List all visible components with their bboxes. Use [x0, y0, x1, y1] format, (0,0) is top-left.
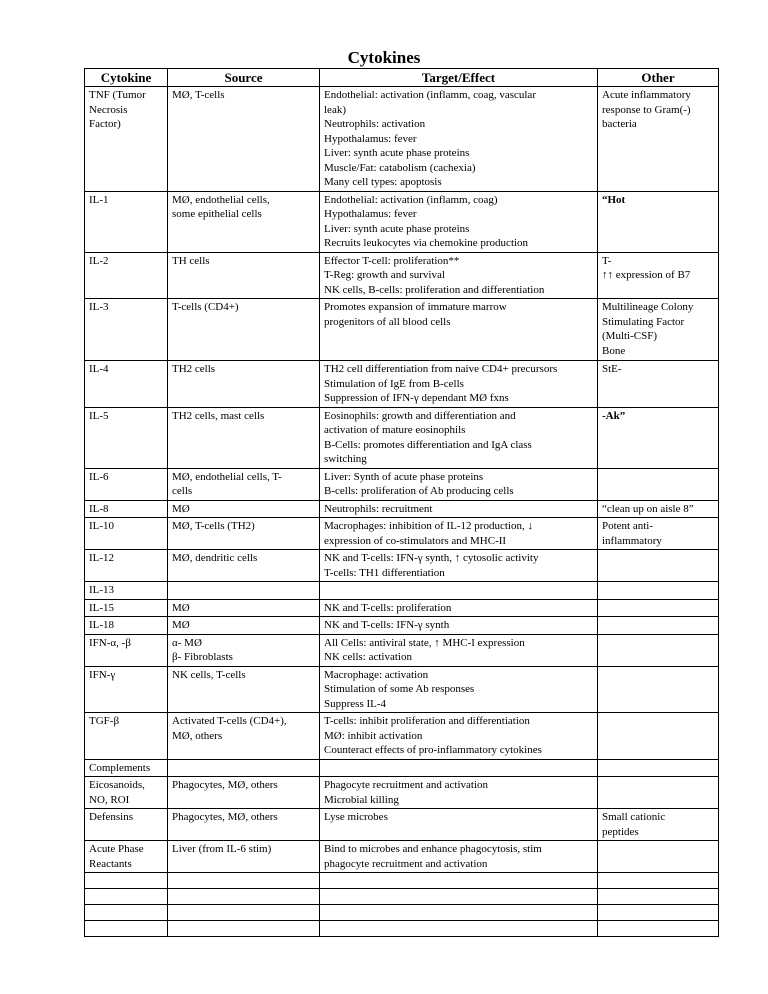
cell-line: Suppression of IFN-γ dependant MØ fxns — [324, 392, 509, 404]
empty-cell — [85, 921, 168, 937]
other-cell — [598, 550, 719, 582]
table-row — [85, 582, 719, 600]
effect-cell — [320, 634, 598, 666]
source-cell — [168, 809, 320, 841]
cell-line: Recruits leukocytes via chemokine production — [324, 237, 529, 249]
effect-cell — [320, 407, 598, 468]
cell-line: Phagocyte recruitment and activation — [324, 779, 489, 791]
cell-line: IL-18 — [89, 619, 115, 631]
cell-line: IL-15 — [89, 601, 115, 614]
source-cell — [168, 361, 320, 408]
empty-cell — [168, 921, 320, 937]
cytokine-cell — [85, 809, 168, 841]
cell-line: Reactants — [89, 857, 132, 870]
table-row — [85, 713, 719, 760]
cell-line: Liver: Synth of acute phase proteins — [324, 470, 484, 483]
empty-cell — [320, 921, 598, 937]
other-cell — [598, 759, 719, 777]
other-cell — [598, 666, 719, 713]
cell-line: T- — [602, 254, 612, 267]
table-row — [85, 634, 719, 666]
cell-line: Suppress IL-4 — [324, 697, 387, 710]
cell-line: IL-8 — [89, 502, 109, 515]
cell-line: B-Cells: promotes differentiation and IgA class — [324, 438, 532, 451]
cell-line: MØ — [172, 502, 190, 515]
effect-cell — [320, 87, 598, 192]
empty-cell — [85, 905, 168, 921]
effect-cell — [320, 582, 598, 600]
effect-cell — [320, 599, 598, 617]
cell-line: Necrosis — [89, 103, 128, 116]
other-cell — [598, 252, 719, 299]
cell-line: activation of mature eosinophils — [324, 424, 466, 436]
cytokine-cell — [85, 500, 168, 518]
cytokine-cell — [85, 550, 168, 582]
cell-line: Stimulating Factor — [602, 315, 685, 328]
other-cell — [598, 87, 719, 192]
cell-line: IFN-α, -β — [89, 636, 131, 649]
effect-cell — [320, 468, 598, 500]
header-source: Source — [168, 69, 320, 87]
cell-line: NK cells, B-cells: proliferation and differentiation — [324, 283, 545, 296]
cell-line: T-Reg: growth and survival — [324, 269, 445, 281]
cell-line: IL-12 — [89, 552, 115, 564]
source-cell — [168, 407, 320, 468]
cell-line: Multilineage Colony — [602, 301, 694, 313]
cell-line: IL-6 — [89, 470, 109, 483]
cell-line: some epithelial cells — [172, 208, 262, 220]
other-cell — [598, 582, 719, 600]
cytokine-cell — [85, 361, 168, 408]
cell-line: Eicosanoids, — [89, 779, 145, 791]
effect-cell — [320, 713, 598, 760]
cell-line: inflammatory — [602, 534, 662, 547]
cell-line: Neutrophils: activation — [324, 118, 426, 130]
effect-cell — [320, 759, 598, 777]
cell-line: Phagocytes, MØ, others — [172, 779, 278, 791]
table-row — [85, 299, 719, 361]
cell-line: NK and T-cells: proliferation — [324, 601, 452, 614]
cell-line: cells — [172, 485, 193, 497]
cell-line: MØ, endothelial cells, — [172, 193, 270, 206]
cell-line: MØ — [172, 601, 190, 614]
cell-line: NK and T-cells: IFN-γ synth, ↑ cytosolic activity — [324, 552, 539, 564]
cell-line: Promotes expansion of immature marrow — [324, 301, 507, 313]
header-cytokine: Cytokine — [85, 69, 168, 87]
cell-line: Liver: synth acute phase proteins — [324, 147, 470, 159]
table-row — [85, 777, 719, 809]
cell-line: α- MØ — [172, 636, 202, 649]
cytokine-table — [84, 68, 719, 937]
other-cell — [598, 518, 719, 550]
other-cell — [598, 617, 719, 635]
cell-line: Stimulation of some Ab responses — [324, 683, 475, 695]
source-cell — [168, 500, 320, 518]
cell-line: Many cell types: apoptosis — [324, 176, 442, 188]
source-cell — [168, 468, 320, 500]
effect-cell — [320, 191, 598, 252]
page-title: Cytokines — [347, 48, 421, 67]
cell-line: leak) — [324, 103, 346, 116]
cytokine-cell — [85, 599, 168, 617]
cell-line: Acute Phase — [89, 843, 144, 855]
cell-line: Hypothalamus: fever — [324, 208, 417, 220]
empty-cell — [598, 921, 719, 937]
cell-line: T-cells: TH1 differentiation — [324, 566, 445, 579]
cell-line: IL-2 — [89, 254, 109, 267]
table-body — [85, 87, 719, 937]
empty-row — [85, 873, 719, 889]
table-row — [85, 407, 719, 468]
source-cell — [168, 599, 320, 617]
source-cell — [168, 666, 320, 713]
cell-line: “Hot — [602, 193, 626, 206]
cell-line: NO, ROI — [89, 793, 130, 806]
cytokine-cell — [85, 407, 168, 468]
cell-line: IL-13 — [89, 584, 115, 596]
table-row — [85, 87, 719, 192]
cell-line: Lyse microbes — [324, 811, 388, 823]
cell-line: (Multi-CSF) — [602, 330, 658, 342]
cell-line: TNF (Tumor — [89, 89, 146, 101]
cell-line: Eosinophils: growth and differentiation and — [324, 409, 516, 422]
other-cell — [598, 407, 719, 468]
cell-line: switching — [324, 453, 367, 465]
other-cell — [598, 809, 719, 841]
empty-cell — [598, 905, 719, 921]
other-cell — [598, 361, 719, 408]
table-row — [85, 550, 719, 582]
cell-line: MØ, dendritic cells — [172, 552, 258, 564]
cytokine-cell — [85, 841, 168, 873]
empty-cell — [320, 905, 598, 921]
table-row — [85, 841, 719, 873]
table-row — [85, 617, 719, 635]
cell-line: NK cells: activation — [324, 651, 412, 663]
empty-cell — [598, 889, 719, 905]
cell-line: β- Fibroblasts — [172, 651, 233, 663]
table-row — [85, 191, 719, 252]
empty-cell — [320, 889, 598, 905]
effect-cell — [320, 777, 598, 809]
cell-line: peptides — [602, 825, 639, 838]
cell-line: IL-1 — [89, 193, 109, 206]
cell-line: IL-3 — [89, 301, 109, 313]
table-row — [85, 361, 719, 408]
cell-line: IFN-γ — [89, 668, 116, 681]
source-cell — [168, 617, 320, 635]
other-cell — [598, 634, 719, 666]
cell-line: Liver (from IL-6 stim) — [172, 843, 272, 855]
cell-line: Counteract effects of pro-inflammatory cytokines — [324, 744, 542, 756]
effect-cell — [320, 299, 598, 361]
cell-line: T-cells (CD4+) — [172, 301, 239, 313]
cell-line: -Ak” — [602, 409, 626, 422]
source-cell — [168, 759, 320, 777]
empty-cell — [85, 889, 168, 905]
other-cell — [598, 713, 719, 760]
cell-line: TH cells — [172, 254, 210, 267]
effect-cell — [320, 666, 598, 713]
cell-line: “clean up on aisle 8” — [602, 502, 694, 515]
empty-cell — [168, 873, 320, 889]
cell-line: Acute inflammatory — [602, 89, 691, 101]
cell-line: Defensins — [89, 811, 133, 823]
other-cell — [598, 841, 719, 873]
cell-line: Bone — [602, 344, 626, 357]
cell-line: MØ: inhibit activation — [324, 729, 423, 742]
cell-line: TH2 cells — [172, 363, 216, 375]
cytokine-cell — [85, 468, 168, 500]
cell-line: IL-5 — [89, 409, 109, 422]
effect-cell — [320, 518, 598, 550]
other-cell — [598, 191, 719, 252]
cytokine-cell — [85, 666, 168, 713]
empty-cell — [598, 873, 719, 889]
table-row — [85, 809, 719, 841]
effect-cell — [320, 500, 598, 518]
cell-line: Microbial killing — [324, 793, 399, 806]
source-cell — [168, 518, 320, 550]
cell-line: Macrophage: activation — [324, 668, 429, 681]
empty-cell — [168, 889, 320, 905]
cell-line: TH2 cell differentiation from naive CD4+ precursors — [324, 363, 558, 375]
cell-line: progenitors of all blood cells — [324, 315, 451, 328]
cell-line: Complements — [89, 761, 151, 774]
table-row — [85, 252, 719, 299]
effect-cell — [320, 841, 598, 873]
cytokine-cell — [85, 617, 168, 635]
empty-cell — [85, 873, 168, 889]
table-row — [85, 468, 719, 500]
effect-cell — [320, 550, 598, 582]
cell-line: Endothelial: activation (inflamm, coag) — [324, 193, 498, 206]
source-cell — [168, 841, 320, 873]
cell-line: Hypothalamus: fever — [324, 132, 417, 145]
cell-line: MØ, others — [172, 729, 223, 742]
table-row — [85, 759, 719, 777]
other-cell — [598, 299, 719, 361]
cytokine-cell — [85, 191, 168, 252]
cell-line: MØ — [172, 619, 190, 631]
empty-row — [85, 921, 719, 937]
source-cell — [168, 252, 320, 299]
empty-row — [85, 889, 719, 905]
other-cell — [598, 777, 719, 809]
source-cell — [168, 191, 320, 252]
empty-cell — [168, 905, 320, 921]
cell-line: Activated T-cells (CD4+), — [172, 715, 287, 727]
source-cell — [168, 777, 320, 809]
cell-line: T-cells: inhibit proliferation and differentiation — [324, 715, 530, 727]
cytokine-cell — [85, 87, 168, 192]
source-cell — [168, 87, 320, 192]
cell-line: Stimulation of IgE from B-cells — [324, 377, 464, 390]
cell-line: Neutrophils: recruitment — [324, 502, 433, 515]
cell-line: Bind to microbes and enhance phagocytosis, stim — [324, 843, 542, 855]
other-cell — [598, 599, 719, 617]
cytokine-cell — [85, 713, 168, 760]
cell-line: IL-10 — [89, 520, 115, 532]
source-cell — [168, 713, 320, 760]
cytokine-cell — [85, 634, 168, 666]
cell-line: Muscle/Fat: catabolism (cachexia) — [324, 161, 476, 174]
cytokine-cell — [85, 518, 168, 550]
cell-line: All Cells: antiviral state, ↑ MHC-I expression — [324, 636, 525, 649]
cell-line: Factor) — [89, 118, 121, 130]
cytokine-cell — [85, 252, 168, 299]
cell-line: Endothelial: activation (inflamm, coag, vascular — [324, 89, 536, 101]
cell-line: ↑↑ expression of B7 — [602, 269, 691, 281]
cytokine-cell — [85, 777, 168, 809]
other-cell — [598, 468, 719, 500]
cell-line: Phagocytes, MØ, others — [172, 811, 278, 823]
cell-line: expression of co-stimulators and MHC-II — [324, 534, 507, 547]
table-row — [85, 599, 719, 617]
table-row — [85, 666, 719, 713]
cell-line: Potent anti- — [602, 520, 654, 532]
effect-cell — [320, 809, 598, 841]
cell-line: Small cationic — [602, 811, 666, 823]
source-cell — [168, 550, 320, 582]
table-row — [85, 500, 719, 518]
cell-line: TGF-β — [89, 715, 120, 727]
cell-line: NK cells, T-cells — [172, 668, 246, 681]
cell-line: StE- — [602, 363, 622, 375]
cell-line: MØ, T-cells (TH2) — [172, 520, 255, 532]
cell-line: Liver: synth acute phase proteins — [324, 222, 470, 235]
empty-row — [85, 905, 719, 921]
header-other: Other — [598, 69, 719, 87]
other-cell — [598, 500, 719, 518]
cell-line: response to Gram(-) — [602, 103, 691, 116]
cell-line: phagocyte recruitment and activation — [324, 857, 488, 870]
effect-cell — [320, 617, 598, 635]
cytokine-cell — [85, 582, 168, 600]
cell-line: Effector T-cell: proliferation** — [324, 254, 460, 267]
cytokine-cell — [85, 759, 168, 777]
header-row — [85, 69, 719, 87]
cell-line: bacteria — [602, 118, 637, 130]
empty-cell — [320, 873, 598, 889]
source-cell — [168, 299, 320, 361]
cell-line: B-cells: proliferation of Ab producing cells — [324, 485, 514, 497]
effect-cell — [320, 252, 598, 299]
effect-cell — [320, 361, 598, 408]
source-cell — [168, 582, 320, 600]
source-cell — [168, 634, 320, 666]
cell-line: MØ, T-cells — [172, 89, 225, 101]
cell-line: NK and T-cells: IFN-γ synth — [324, 619, 450, 631]
cell-line: Macrophages: inhibition of IL-12 production, ↓ — [324, 520, 533, 532]
cell-line: TH2 cells, mast cells — [172, 409, 265, 422]
cell-line: MØ, endothelial cells, T- — [172, 470, 282, 483]
cytokine-cell — [85, 299, 168, 361]
cell-line: IL-4 — [89, 363, 109, 375]
header-target-effect: Target/Effect — [320, 69, 598, 87]
table-row — [85, 518, 719, 550]
